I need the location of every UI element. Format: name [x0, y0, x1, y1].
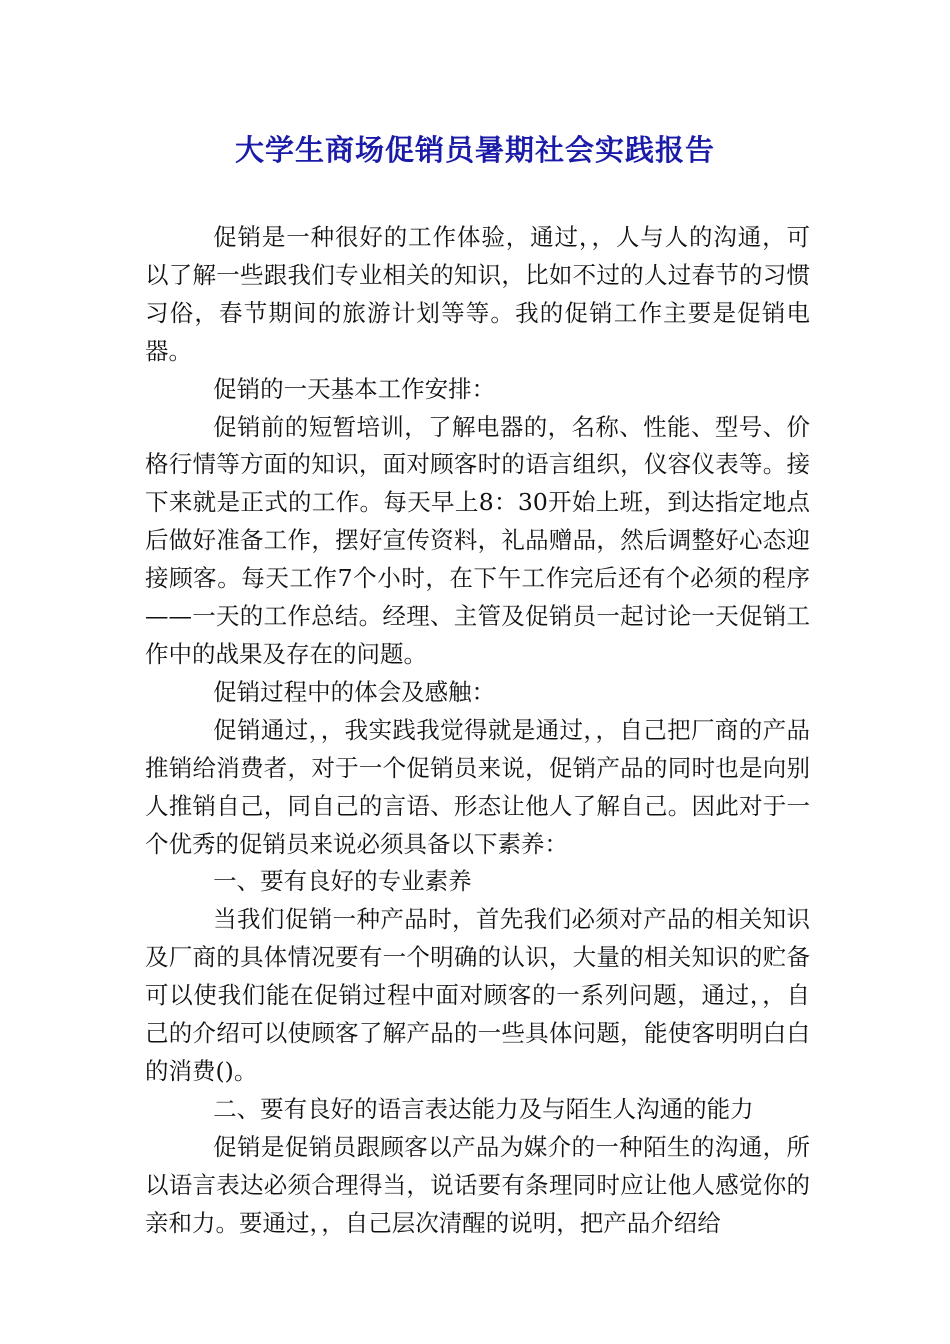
document-title: 大学生商场促销员暑期社会实践报告 [234, 133, 715, 167]
paragraph: 促销前的短暂培训，了解电器的，名称、性能、型号、价格行情等方面的知识，面对顾客时的语言组织，仪容仪表等。接下来就是正式的工作。每天早上8：30开始上班，到达指定地点后做好准备工作，摆好宣传资料，礼品赠品，然后调整好心态迎接顾客。每天工作7个小时，在下午工作完后还有个必须的程序——一天的工作总结。经理、主管及促销员一起讨论一天促销工作中的战果及存在的问题。 [145, 412, 810, 668]
paragraph: 促销是促销员跟顾客以产品为媒介的一种陌生的沟通，所以语言表达必须合理得当，说话要有条理同时应让他人感觉你的亲和力。要通过，，自己层次清醒的说明，把产品介绍给 [145, 1132, 810, 1237]
section-heading: 二、要有良好的语言表达能力及与陌生人沟通的能力 [213, 1094, 754, 1123]
paragraph: 当我们促销一种产品时，首先我们必须对产品的相关知识及厂商的具体情况要有一个明确的认识，大量的相关知识的贮备可以使我们能在促销过程中面对顾客的一系列问题，通过，，自己的介绍可以使顾客了解产品的一些具体问题，能使客明明白白的消费()。 [145, 905, 810, 1085]
document-body [145, 219, 810, 1242]
paragraph: 促销的一天基本工作安排： [213, 374, 496, 403]
paragraph: 促销是一种很好的工作体验，通过，，人与人的沟通，可以了解一些跟我们专业相关的知识，比如不过的人过春节的习惯习俗，春节期间的旅游计划等等。我的促销工作主要是促销电器。 [145, 223, 810, 365]
paragraph: 促销过程中的体会及感触： [213, 677, 496, 706]
paragraph: 促销通过，，我实践我觉得就是通过，，自己把厂商的产品推销给消费者，对于一个促销员来说，促销产品的同时也是向别人推销自己，同自己的言语、形态让他人了解自己。因此对于一个优秀的促销员来说必须具备以下素养： [145, 715, 810, 858]
section-heading: 一、要有良好的专业素养 [213, 867, 472, 896]
